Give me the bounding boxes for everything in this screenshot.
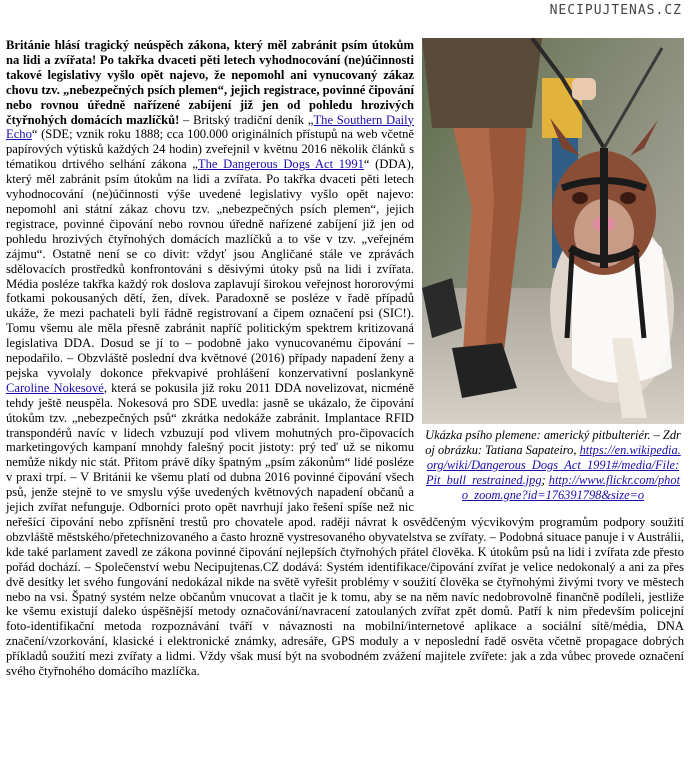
caption-separator: ; [541, 472, 546, 487]
figure-caption [422, 428, 684, 503]
article-text-1: – Britský tradiční deník „ [179, 112, 314, 127]
article-text-2: “ (SDE; vznik roku 1888; cca 100.000 originálních přístupů na web včetně papírových výtisků každých 24 hodin) zveřejnil v květnu 2016 několik článků s tématikou drtivého selhání zákona „ [6, 127, 414, 172]
link-dangerous-dogs-act[interactable]: The Dangerous Dogs Act 1991 [197, 157, 364, 172]
link-caroline-nokes[interactable]: Caroline Nokesové [6, 380, 104, 395]
article-text-4: , která se pokusila již roku 2011 DDA novelizovat, nicméně tehdy ještě neuspěla. Nokesová pro SDE uvedla: jasně se ukázalo, že čipování útokům tzv. „nebezpečných psů“ zkrátka nedokáže zabránit. Implantace RFID transpondérů navíc v lidech vzbuzují pod vlivem mohutných pro-čipovacích marketingových kampaní mnohdy falešný pocit jistoty: prý teď už se nikomu nemůže nikdy nic stát. Přitom právě díky špatným „psím zákonům“ lidé posléze v praxi trpí. – V Británii ke všemu platí od dubna 2016 povinné čipování všech psů, jenže stejně to ve smyslu výše uvedených květnových napadení občanů a jejich zvířat nefunguje. Odborníci proto opět navrhují jako řešení spíše než nic neřešící čipování nebo zpřísnění trestů pro chovatele apod. raději návrat k osvědčeným výcvikovým programům podpory soužití obzvláště městského/přetechnizovaného a často hrozně vystresovaného obyvatelstva se zvířaty. – Podobná situace panuje i v Austrálii, kde také parlament zavedl ze zákona povinné čipování nejlepších čtyřnohých přátel člověka. K útokům psů na lidi i zvířata zde přesto pořád dochází. – Společenství webu Necipujtenas.CZ dodává: Systém identifikace/čipování zvířat je velice nedokonalý a ani za přes dvě desítky let svého fungování nedokázal nikde na světě vyřešit problémy v soužití člověka se čtyřnohými živými tvory ve městech nebo na vsi. Špatný systém nelze občanům vnucovat a tlačit je k tomu, aby se na něm navíc nedobrovolně finančně podíleli, jestliže ke všemu existují daleko úspěšnější metody označování/navracení zatoulaných zvířat zpět domů. Patří k nim především policejní foto-identifikační metoda rozpoznávání tváří v návaznosti na mobilní/internetové aplikace a sociální sítě/média, DNA značení/vzorkování, klasické i elektronické známky, adresáře, GPS moduly a v neposlední řadě osvěta včetně propagace dobrých příkladů soužití mezi zvířaty a lidmi. Vždy však musí být na svobodném zvážení majitele zvířete: jak a zda vůbec provede označení svého čtyřnohého domácího mazlíčka. [6, 380, 684, 679]
link-southern-daily-echo[interactable]: The Southern Daily Echo [6, 112, 414, 142]
site-brand[interactable]: NECIPUJTENAS.CZ [549, 3, 682, 18]
caption-link-flickr[interactable]: http://www.flickr.com/photo_zoom.gne?id=176391798&size=o [461, 472, 681, 502]
caption-link-wikipedia[interactable]: https://en.wikipedia.org/wiki/Dangerous_Dogs_Act_1991#/media/File:Pit_bull_restrained.jpg [425, 442, 681, 487]
article-body [6, 38, 684, 679]
caption-source: – Zdroj obrázku: Tatiana Sapateiro, [425, 428, 681, 457]
article-text-3: “ (DDA), který měl zabránit psím útokům na lidi a zvířata. Po takřka dvaceti pěti letech vyhodnocování (ne)účinnosti výše uvedené legislativy vyšlo opět najevo: nepomohl ani státní zákaz chovu tzv. „nebezpečných psích plemen“, jejich registrace, povinné čipování nebo rovnou úředně nařízené zabíjení již jen od pohledu hrozivých čtyřnohých domácích mazlíčků a to vše v tzv. „veřejném zájmu“. Ostatně není se co divit: vždyť jsou Angličané stále ve zprávách sdělovacích prostředků konfrontováni s děsivými útoky psů na lidi i zvířata. Média posléze takřka každý rok doslova zaplavují širokou veřejnost hororovými fotkami pokousaných dětí, žen, dívek. Paradoxně se posléze v řadě případů ukáže, že mezi pachateli byli řádně registrovaní a čipem označení psi (SIC!). Tomu všemu ale měla přesně zabránit napříč politickým spektrem kritizovaná legislativa DDA. Dosud se jí to – podobně jako vynucovanému čipování – nepodařilo. – Obzvláště poslední dva květnové (2016) případy napadení ženy a pejska vyvolaly dokonce překvapivé prohlášení konzervativní poslankyně [6, 157, 414, 380]
article-lead: Británie hlásí tragický neúspěch zákona, který měl zabránit psím útokům na lidi a zvířata! Po takřka dvaceti pěti letech vyhodnocování (ne)účinnosti takové legislativy vyšlo opět najevo, že nepomohl ani vynucovaný zákaz chovu tzv. „nebezpečných psích plemen“, jejich registrace, povinné čipování nebo rovnou úředně nařízené zabíjení již jen od pohledu hrozivých čtyřnohých domácích mazlíčků! [6, 38, 414, 127]
caption-title: Ukázka psího plemene: americký pitbulteriér. [425, 428, 651, 442]
pitbull-muzzle-photo-icon [422, 38, 684, 424]
article-figure [422, 38, 684, 503]
